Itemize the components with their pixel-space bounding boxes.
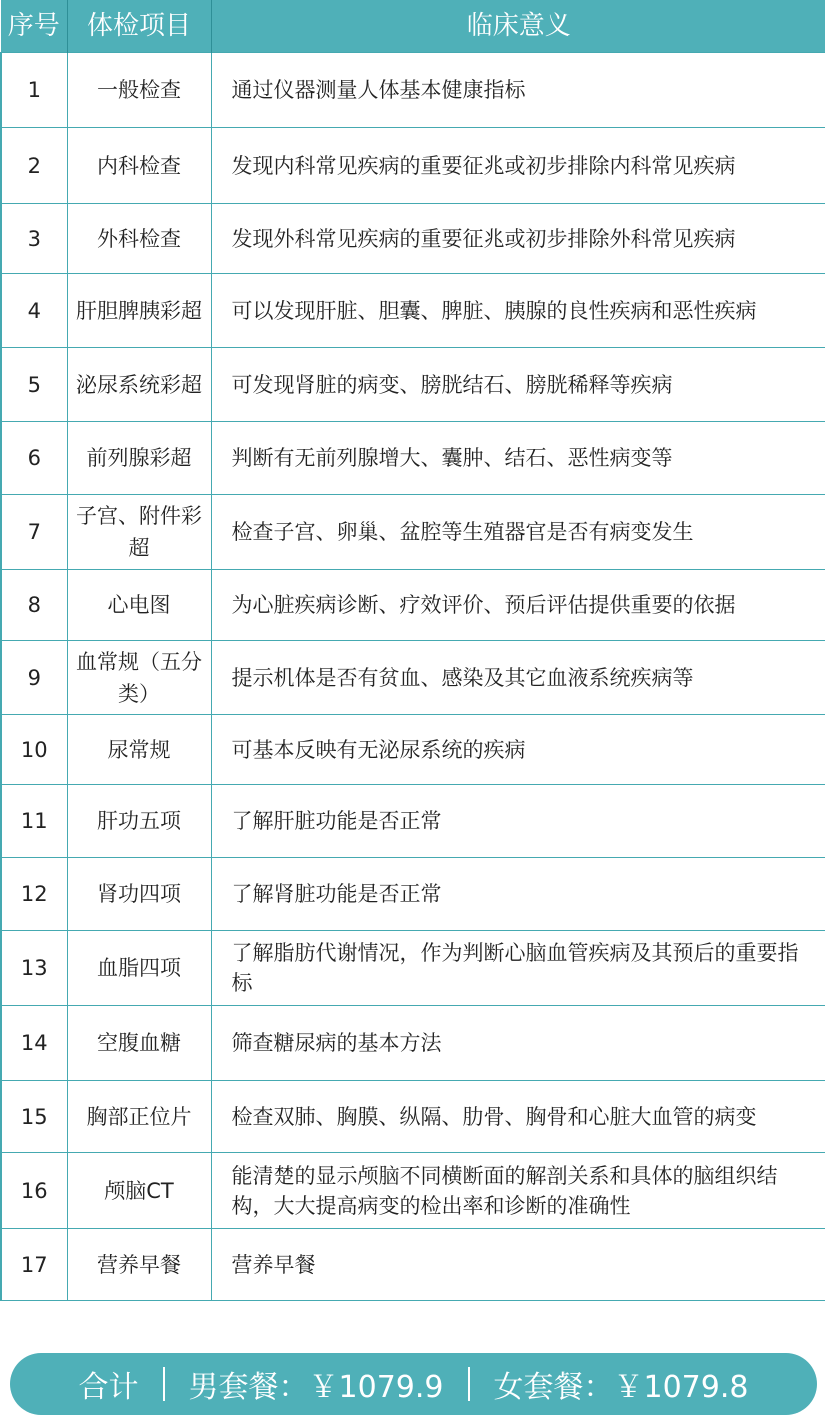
row-seq: 7 <box>1 495 67 570</box>
table-row <box>1 1153 825 1229</box>
table-row <box>1 785 825 858</box>
row-seq: 15 <box>1 1081 67 1153</box>
table-row <box>1 1006 825 1081</box>
row-seq: 3 <box>1 204 67 274</box>
row-seq: 2 <box>1 128 67 204</box>
row-item: 血常规（五分类） <box>67 641 211 715</box>
table-row <box>1 348 825 422</box>
row-seq: 5 <box>1 348 67 422</box>
row-meaning: 可发现肾脏的病变、膀胱结石、膀胱稀释等疾病 <box>211 348 825 422</box>
row-meaning: 了解肝脏功能是否正常 <box>211 785 825 858</box>
row-item: 外科检查 <box>67 204 211 274</box>
row-meaning: 了解脂肪代谢情况，作为判断心脑血管疾病及其预后的重要指标 <box>211 931 825 1006</box>
header-item: 体检项目 <box>67 0 211 53</box>
row-seq: 12 <box>1 858 67 931</box>
table-row <box>1 1229 825 1301</box>
table-row <box>1 931 825 1006</box>
female-package-price: 女套餐：￥1079.8 <box>493 1370 749 1405</box>
row-seq: 8 <box>1 570 67 641</box>
table-row <box>1 53 825 128</box>
row-item: 肾功四项 <box>67 858 211 931</box>
row-item: 血脂四项 <box>67 931 211 1006</box>
table-header-row <box>1 0 825 53</box>
row-item: 子宫、附件彩超 <box>67 495 211 570</box>
row-item: 胸部正位片 <box>67 1081 211 1153</box>
row-seq: 16 <box>1 1153 67 1229</box>
row-seq: 4 <box>1 274 67 348</box>
table-row <box>1 570 825 641</box>
row-seq: 9 <box>1 641 67 715</box>
row-item: 心电图 <box>67 570 211 641</box>
row-item: 颅脑CT <box>67 1153 211 1229</box>
table-row <box>1 422 825 495</box>
row-item: 肝胆脾胰彩超 <box>67 274 211 348</box>
table-row <box>1 715 825 785</box>
total-divider <box>468 1367 470 1401</box>
row-item: 肝功五项 <box>67 785 211 858</box>
row-seq: 1 <box>1 53 67 128</box>
row-item: 空腹血糖 <box>67 1006 211 1081</box>
total-price-bar <box>10 1353 817 1415</box>
table-row <box>1 1081 825 1153</box>
row-meaning: 能清楚的显示颅脑不同横断面的解剖关系和具体的脑组织结构，大大提高病变的检出率和诊断的准确性 <box>211 1153 825 1229</box>
row-seq: 14 <box>1 1006 67 1081</box>
table-row <box>1 274 825 348</box>
row-meaning: 发现外科常见疾病的重要征兆或初步排除外科常见疾病 <box>211 204 825 274</box>
row-meaning: 可以发现肝脏、胆囊、脾脏、胰腺的良性疾病和恶性疾病 <box>211 274 825 348</box>
row-meaning: 为心脏疾病诊断、疗效评价、预后评估提供重要的依据 <box>211 570 825 641</box>
row-meaning: 筛查糖尿病的基本方法 <box>211 1006 825 1081</box>
row-meaning: 判断有无前列腺增大、囊肿、结石、恶性病变等 <box>211 422 825 495</box>
row-item: 营养早餐 <box>67 1229 211 1301</box>
row-meaning: 检查子宫、卵巢、盆腔等生殖器官是否有病变发生 <box>211 495 825 570</box>
table-row <box>1 641 825 715</box>
row-seq: 10 <box>1 715 67 785</box>
table-row <box>1 128 825 204</box>
row-meaning: 可基本反映有无泌尿系统的疾病 <box>211 715 825 785</box>
table-row <box>1 495 825 570</box>
header-meaning: 临床意义 <box>211 0 825 53</box>
header-seq: 序号 <box>1 0 67 53</box>
row-item: 前列腺彩超 <box>67 422 211 495</box>
row-meaning: 发现内科常见疾病的重要征兆或初步排除内科常见疾病 <box>211 128 825 204</box>
row-seq: 13 <box>1 931 67 1006</box>
row-seq: 17 <box>1 1229 67 1301</box>
row-seq: 11 <box>1 785 67 858</box>
table-row <box>1 858 825 931</box>
row-item: 一般检查 <box>67 53 211 128</box>
total-label: 合计 <box>78 1370 139 1405</box>
table-row <box>1 204 825 274</box>
row-seq: 6 <box>1 422 67 495</box>
row-item: 内科检查 <box>67 128 211 204</box>
row-item: 泌尿系统彩超 <box>67 348 211 422</box>
row-meaning: 提示机体是否有贫血、感染及其它血液系统疾病等 <box>211 641 825 715</box>
total-divider <box>163 1367 165 1401</box>
row-meaning: 营养早餐 <box>211 1229 825 1301</box>
row-item: 尿常规 <box>67 715 211 785</box>
row-meaning: 通过仪器测量人体基本健康指标 <box>211 53 825 128</box>
row-meaning: 了解肾脏功能是否正常 <box>211 858 825 931</box>
male-package-price: 男套餐：￥1079.9 <box>188 1370 444 1405</box>
row-meaning: 检查双肺、胸膜、纵隔、肋骨、胸骨和心脏大血管的病变 <box>211 1081 825 1153</box>
